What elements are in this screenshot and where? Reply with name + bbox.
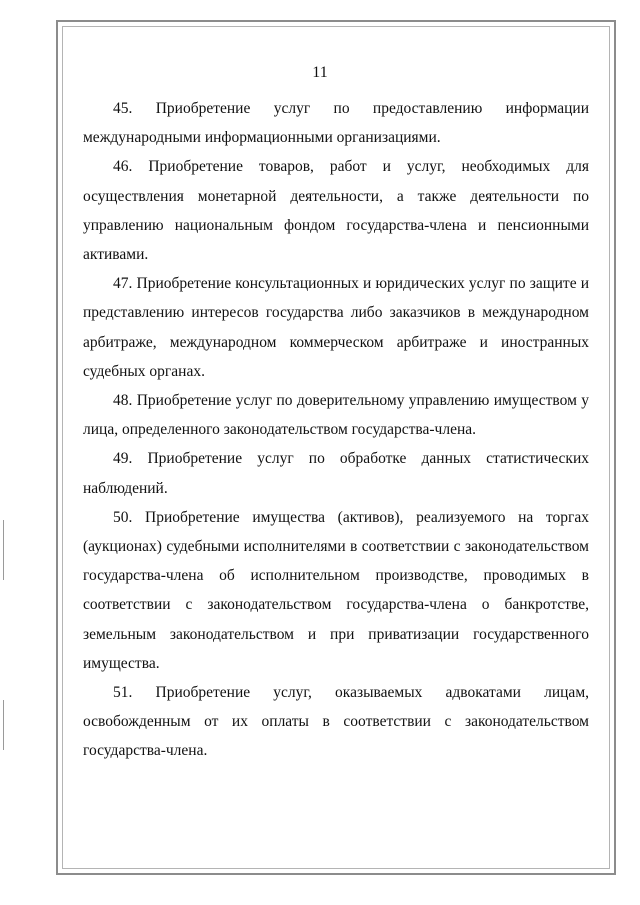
item-50: 50. Приобретение имущества (активов), реализуемого на торгах (аукционах) судебными исполнителями в соответствии с законодательством государства-члена об исполнительном производстве, проводимых в соответствии с законодательством государства-члена о банкротстве, земельным законодательством и при приватизации государственного имущества. [83, 508, 589, 672]
item-46: 46. Приобретение товаров, работ и услуг, необходимых для осуществления монетарной деятельности, а также деятельности по управлению национальным фондом государства-члена и пенсионными активами. [83, 158, 589, 264]
item-49: 49. Приобретение услуг по обработке данных статистических наблюдений. [83, 450, 589, 497]
item-47: 47. Приобретение консультационных и юридических услуг по защите и представлению интересов государства либо заказчиков в международном арбитраже, международном коммерческом арбитраже и иностранных судебных органах. [83, 275, 589, 380]
page-number: 11 [312, 64, 328, 81]
item-45: 45. Приобретение услуг по предоставлению информации международными информационными организациями. [83, 100, 589, 147]
scan-edge-mark-lower [3, 700, 4, 750]
document-body [83, 94, 589, 766]
item-51: 51. Приобретение услуг, оказываемых адвокатами лицам, освобожденным от их оплаты в соответствии с законодательством государства-члена. [83, 684, 589, 760]
scan-edge-mark-upper [3, 520, 4, 580]
item-48: 48. Приобретение услуг по доверительному управлению имуществом у лица, определенного законодательством государства-члена. [83, 392, 589, 439]
